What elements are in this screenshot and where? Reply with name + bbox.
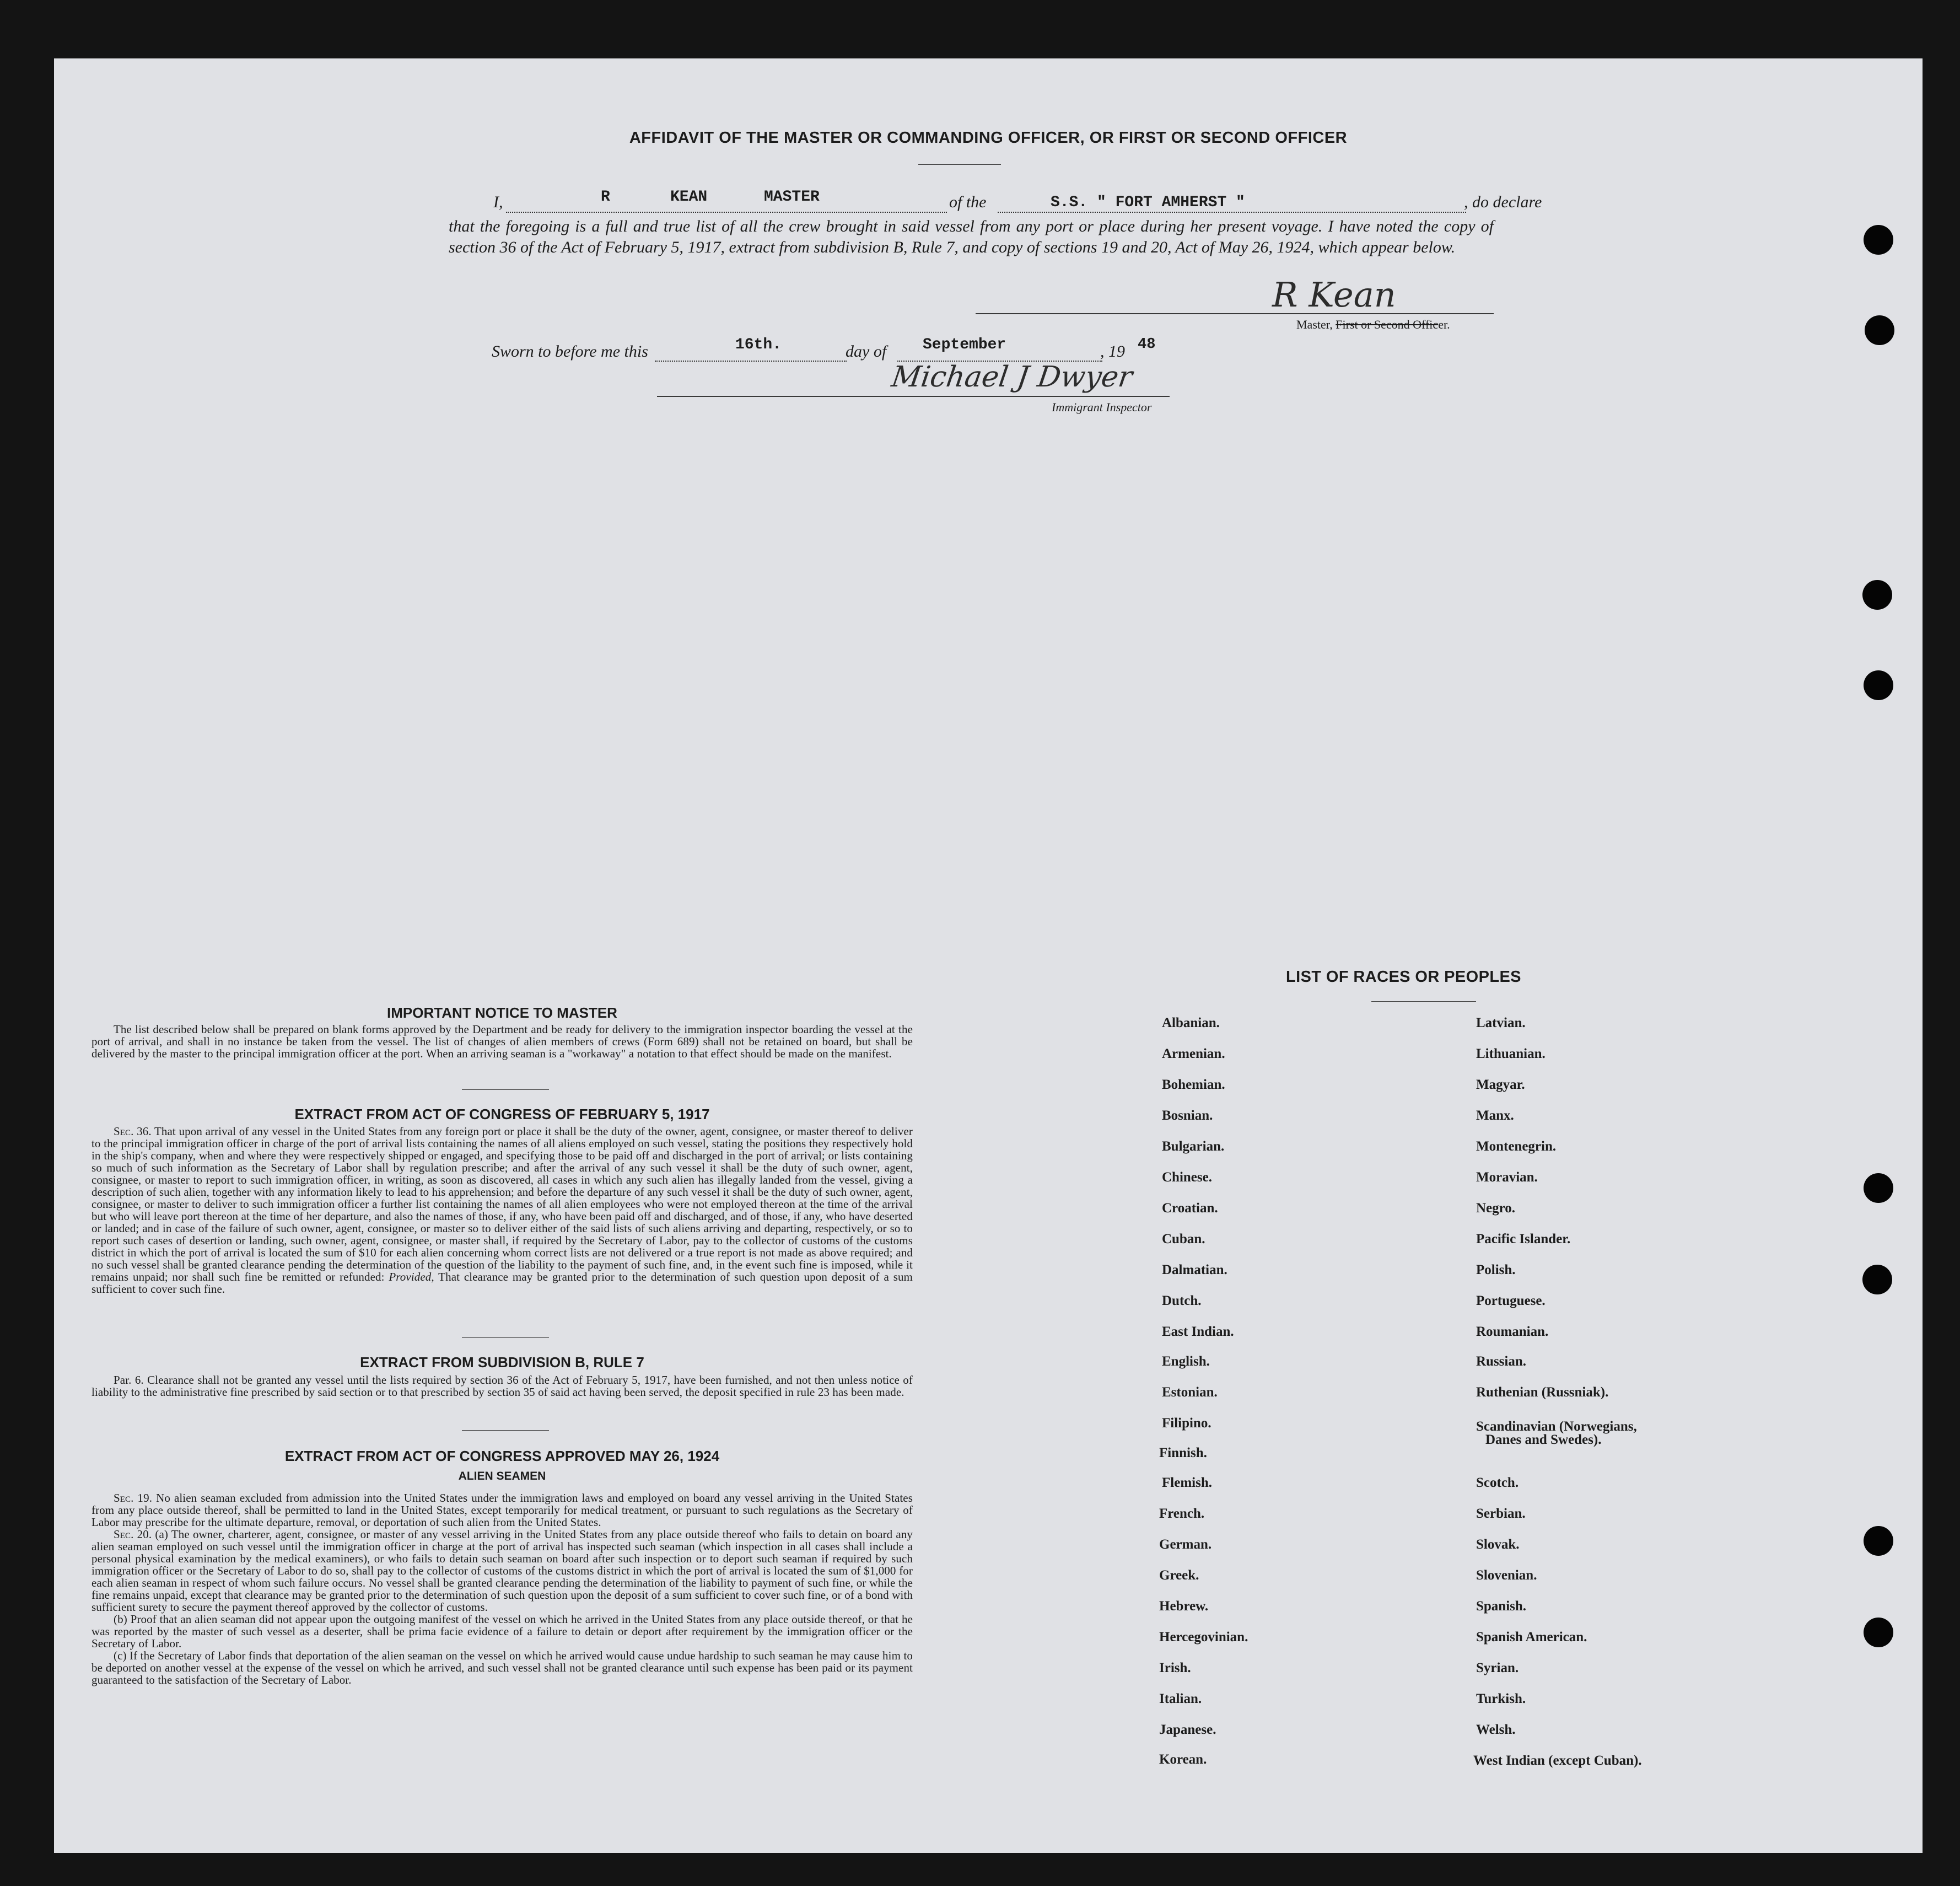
race-item: Montenegrin. xyxy=(1476,1139,1557,1154)
punch-hole xyxy=(1862,580,1892,610)
race-item: Ruthenian (Russniak). xyxy=(1476,1385,1609,1400)
race-item: Scandinavian (Norwegians, xyxy=(1476,1419,1637,1434)
race-item: Filipino. xyxy=(1162,1416,1211,1431)
race-item: Hercegovinian. xyxy=(1159,1630,1248,1645)
of-the-label: of the xyxy=(949,193,987,211)
race-item: Albanian. xyxy=(1162,1015,1220,1030)
race-item: Estonian. xyxy=(1162,1385,1218,1400)
punch-hole xyxy=(1864,1526,1893,1556)
extract-1917-title: EXTRACT FROM ACT OF CONGRESS OF FEBRUARY 5, 1917 xyxy=(294,1106,710,1122)
race-item: Welsh. xyxy=(1476,1722,1516,1737)
declaration-statement: that the foregoing is a full and true list of all the crew brought in said vessel from any port or place during her present voyage. I have noted the copy of section 36 of the Act of February 5, 1917, extract from subdivision B, Rule 7, and copy of sections 19 and 20, Act of May 26, 1924, which appear below. xyxy=(449,217,1494,256)
sec19-label: Sec. 19. xyxy=(114,1491,153,1504)
race-item: French. xyxy=(1159,1506,1205,1521)
race-item: Italian. xyxy=(1159,1691,1202,1706)
document-sheet xyxy=(54,58,1923,1853)
race-item: Portuguese. xyxy=(1476,1293,1546,1308)
section-divider xyxy=(462,1430,549,1431)
i-prefix: I, xyxy=(493,193,503,211)
race-item: Roumanian. xyxy=(1476,1324,1549,1339)
sec20b-text: (b) Proof that an alien seaman did not appear upon the outgoing manifest of the vessel on which he arrived in the United States from any place outside thereof, or that he was reported by the master of such vessel as a deserter, shall be prima facie evidence of a failure to detain or deport after requirement by the immigration officer or the Secretary of Labor. xyxy=(91,1613,913,1650)
race-item: Hebrew. xyxy=(1159,1599,1209,1614)
extract-rule7-title: EXTRACT FROM SUBDIVISION B, RULE 7 xyxy=(360,1354,644,1371)
caption-end: er. xyxy=(1438,318,1450,331)
sworn-month: September xyxy=(923,336,1006,353)
sworn-label: Sworn to before me this xyxy=(492,342,648,361)
punch-hole xyxy=(1864,225,1893,255)
master-rank: MASTER xyxy=(764,189,820,206)
sec36-text: That upon arrival of any vessel in the United States from any foreign port or place it shall be the duty of the owner, agent, consignee, or master thereof to deliver to the principal immigration officer in charge of the port of arrival lists containing the names of all aliens employed on such vessel, stating the positions they respectively hold in the ship's company, when and where they were respectively shipped or engaged, and specifying those to be paid off and discharged in the port of arrival; or lists containing so much of such information as the Secretary of Labor shall by regulation prescribe; and after the arrival of any such vessel it shall be the duty of such owner, agent, consignee, or master to report to such immigration officer, in writing, as soon as discovered, all cases in which any such alien has illegally landed from the vessel, giving a description of such alien, together with any information likely to lead to his apprehension; and before the departure of any such vessel it shall be the duty of such owner, agent, consignee, or master to deliver to such immigration officer a further list containing the names of all alien employees who were not employed thereon at the time of the arrival but who will leave port thereon at the time of her departure, and also the names of those, if any, who have been paid off and discharged, and of those, if any, who have deserted or landed; and in case of the failure of such owner, agent, consignee, or master so to deliver either of the said lists of such aliens arriving and departing, respectively, or so to report such cases of desertion or landing, such owner, agent, consignee, or master shall, if required by the Secretary of Labor, pay to the collector of customs of the customs district in which the port of arrival is located the sum of $10 for each alien concerning whom correct lists are not delivered or a true report is not made as above required; and no such vessel shall be granted clearance pending the determination of the question of the liability to the payment of such fine, and, in the event such fine is imposed, while it remains unpaid; nor shall such fine be remitted or refunded: xyxy=(91,1125,913,1283)
vessel-name: S.S. " FORT AMHERST " xyxy=(1051,194,1245,211)
inspector-signature-line xyxy=(657,396,1170,397)
race-item: Lithuanian. xyxy=(1476,1046,1546,1061)
extract-1924-body xyxy=(91,1492,913,1686)
punch-hole xyxy=(1864,670,1893,700)
punch-hole xyxy=(1862,1265,1892,1294)
sec20a-text: (a) The owner, charterer, agent, consignee, or master of any vessel arriving in the United States from any place outside thereof who fails to detain on board any alien seaman employed on such vessel until the immigration officer in charge at the port of arrival has inspected such seaman (which inspection in all cases shall include a personal physical examination by the medical examiners), or who fails to detain such seaman on board after such inspection or to deport such seaman if required by such immigration officer or the Secretary of Labor to do so, shall pay to the collector of customs of the customs district in which the port of arrival is located the sum of $1,000 for each alien seaman in respect of whom such failure occurs. No vessel shall be granted clearance pending the determination of the liability to payment of such fine, or while the fine remains unpaid, except that clearance may be granted prior to the determination of such question upon the deposit of a sum sufficient to cover such fine, or of a bond with sufficient surety to secure the payment thereof approved by the collector of customs. xyxy=(91,1528,913,1614)
race-item: Slovak. xyxy=(1476,1537,1520,1552)
race-item: Chinese. xyxy=(1162,1170,1212,1185)
race-item: Spanish. xyxy=(1476,1599,1527,1614)
race-item: Japanese. xyxy=(1159,1722,1216,1737)
year-suffix: 48 xyxy=(1138,336,1156,353)
race-item: Dutch. xyxy=(1162,1293,1202,1308)
extract-1924-subtitle: ALIEN SEAMEN xyxy=(458,1470,546,1482)
race-item: Cuban. xyxy=(1162,1232,1205,1246)
sec19-text: No alien seaman excluded from admission into the United States under the immigration laws and employed on board any vessel arriving in the United States from any place outside thereof, shall be permitted to land in the United States, except temporarily for medical treatment, or pursuant to such regulations as the Secretary of Labor may prescribe for the ultimate departure, removal, or deportation of such alien from the United States. xyxy=(91,1491,913,1529)
extract-1917-body xyxy=(91,1125,913,1295)
extract-1924-title: EXTRACT FROM ACT OF CONGRESS APPROVED MAY 26, 1924 xyxy=(284,1448,720,1464)
sec36-label: Sec. 36. xyxy=(114,1125,152,1138)
master-signature: R Kean xyxy=(1272,275,1396,315)
punch-hole xyxy=(1864,1618,1893,1647)
section-divider xyxy=(462,1089,549,1090)
year-prefix: , 19 xyxy=(1100,342,1125,361)
day-of-label: day of xyxy=(846,342,887,361)
race-item: Scotch. xyxy=(1476,1475,1519,1490)
caption-struck: First or Second Offic xyxy=(1336,318,1439,331)
race-item: Flemish. xyxy=(1162,1475,1212,1490)
race-item: Irish. xyxy=(1159,1661,1191,1675)
sec20c-text: (c) If the Secretary of Labor finds that deportation of the alien seaman on the vessel on which he arrived would cause undue hardship to such seaman he may cause him to be deported on another vessel at the expense of the vessel on which he arrived, and such vessel shall not be granted clearance until such expense has been paid or its payment guaranteed to the satisfaction of the Secretary of Labor. xyxy=(91,1649,913,1686)
punch-hole xyxy=(1865,315,1894,345)
master-signature-caption xyxy=(1296,318,1450,332)
race-item: Dalmatian. xyxy=(1162,1262,1227,1277)
notice-body xyxy=(91,1023,913,1060)
race-item: Croatian. xyxy=(1162,1201,1218,1216)
vessel-line xyxy=(998,212,1466,213)
extract-rule7-body xyxy=(91,1374,913,1398)
rule7-text: Par. 6. Clearance shall not be granted any vessel until the lists required by section 36 of the Act of February 5, 1917, have been furnished, and not then unless notice of liability to the administrative fine prescribed by said section or to that prescribed by section 35 of said act having been served, the deposit specified in rule 23 has been made. xyxy=(91,1373,913,1399)
race-item: Slovenian. xyxy=(1476,1568,1537,1583)
punch-hole xyxy=(1864,1173,1893,1203)
race-item: Serbian. xyxy=(1476,1506,1526,1521)
sec20-label: Sec. 20. xyxy=(114,1528,152,1541)
inspector-caption: Immigrant Inspector xyxy=(1052,400,1152,414)
notice-title: IMPORTANT NOTICE TO MASTER xyxy=(387,1004,617,1021)
races-title: LIST OF RACES OR PEOPLES xyxy=(1286,968,1521,986)
race-item: Latvian. xyxy=(1476,1015,1526,1030)
title-divider xyxy=(918,164,1001,165)
race-item: Korean. xyxy=(1159,1752,1207,1767)
section-divider xyxy=(462,1337,549,1338)
race-item: Syrian. xyxy=(1476,1661,1519,1675)
race-item: Bosnian. xyxy=(1162,1108,1213,1123)
do-declare-label: , do declare xyxy=(1464,193,1542,211)
races-title-divider xyxy=(1371,1001,1476,1002)
race-item: Finnish. xyxy=(1159,1446,1207,1460)
name-line xyxy=(506,212,947,213)
provided-label: Provided, xyxy=(389,1270,434,1283)
race-item: Greek. xyxy=(1159,1568,1199,1583)
race-item: Manx. xyxy=(1476,1108,1514,1123)
race-item: German. xyxy=(1159,1537,1212,1552)
race-item: Armenian. xyxy=(1162,1046,1225,1061)
race-item: Polish. xyxy=(1476,1262,1516,1277)
provided-text: That clearance may be granted prior to the determination of such question upon deposit of a sum sufficient to cover such fine. xyxy=(91,1270,913,1296)
race-item: Russian. xyxy=(1476,1354,1527,1369)
race-item: Bohemian. xyxy=(1162,1077,1225,1092)
race-item: Spanish American. xyxy=(1476,1630,1587,1645)
inspector-signature: Michael J Dwyer xyxy=(889,361,1135,394)
race-item: Danes and Swedes). xyxy=(1485,1432,1602,1447)
race-item: Magyar. xyxy=(1476,1077,1525,1092)
master-signature-line xyxy=(976,313,1494,314)
caption-master: Master, xyxy=(1296,318,1336,331)
master-initial: R xyxy=(601,189,610,206)
notice-text: The list described below shall be prepared on blank forms approved by the Department and be ready for delivery to the immigration inspector boarding the vessel at the port of arrival, and shall in no instance be taken from the vessel. The list of changes of alien members of crews (Form 689) shall not be retained on board, but shall be delivered by the master to the principal immigration officer at the port. When an arriving seaman is a "workaway" a notation to that effect should be made on the manifest. xyxy=(91,1023,913,1060)
race-item: Moravian. xyxy=(1476,1170,1538,1185)
race-item: English. xyxy=(1162,1354,1210,1369)
affidavit-title: AFFIDAVIT OF THE MASTER OR COMMANDING OFFICER, OR FIRST OR SECOND OFFICER xyxy=(629,129,1348,147)
race-item: West Indian (except Cuban). xyxy=(1473,1753,1642,1768)
race-item: Negro. xyxy=(1476,1201,1516,1216)
race-item: Pacific Islander. xyxy=(1476,1232,1571,1246)
master-surname: KEAN xyxy=(670,189,708,206)
sworn-day-line xyxy=(655,361,847,362)
sworn-day: 16th. xyxy=(735,336,782,353)
race-item: East Indian. xyxy=(1162,1324,1234,1339)
race-item: Bulgarian. xyxy=(1162,1139,1225,1154)
race-item: Turkish. xyxy=(1476,1691,1526,1706)
